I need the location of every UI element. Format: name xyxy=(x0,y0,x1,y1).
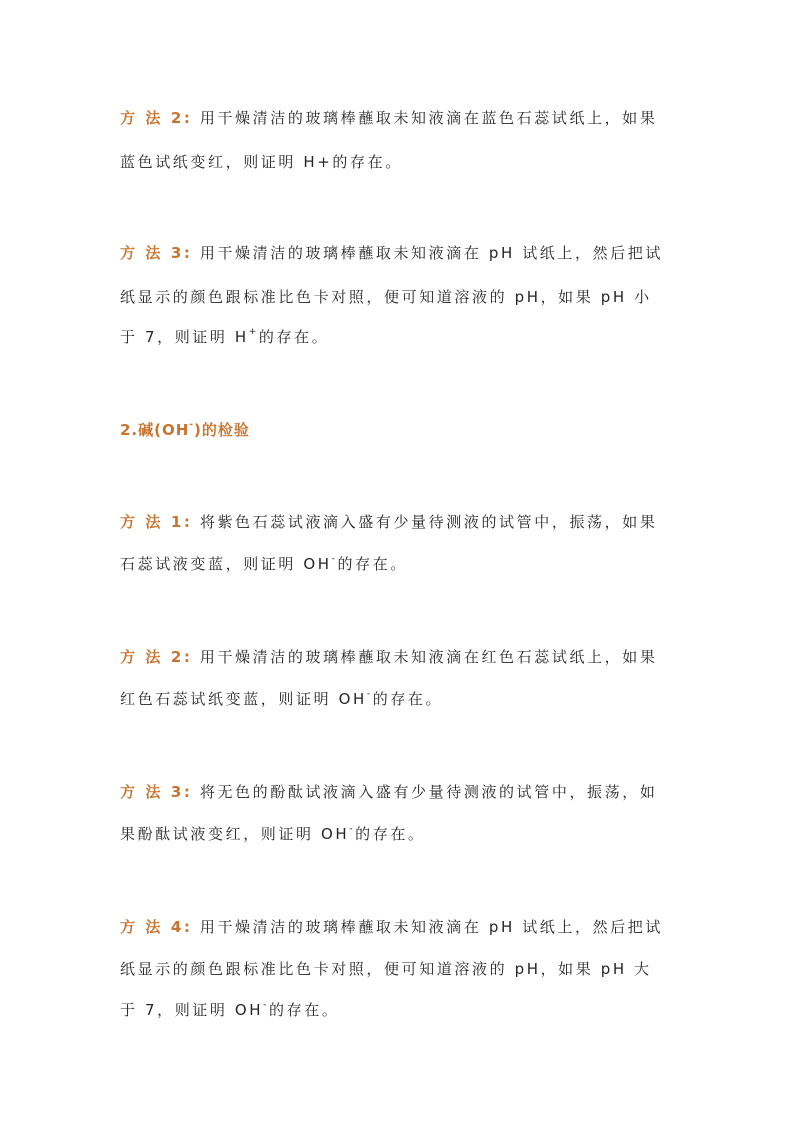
base-method-3-line-1 xyxy=(120,782,680,802)
base-method-4-line-1 xyxy=(120,917,680,937)
base-method-2-line-2 xyxy=(120,689,680,709)
method-label: 方 法 2: xyxy=(120,109,193,127)
method-text: 将无色的酚酞试液滴入盛有少量待测液的试管中，振荡，如 xyxy=(199,783,658,801)
superscript: - xyxy=(366,689,373,699)
method-text: 石蕊试液变蓝，则证明 OH xyxy=(120,555,332,573)
method-text: 用干燥清洁的玻璃棒蘸取未知液滴在 pH 试纸上，然后把试 xyxy=(199,244,663,262)
base-method-4-line-3 xyxy=(120,1000,680,1020)
method-text: 用干燥清洁的玻璃棒蘸取未知液滴在 pH 试纸上，然后把试 xyxy=(199,918,663,936)
acid-method-2-line-2 xyxy=(120,152,680,172)
method-text: 果酚酞试液变红，则证明 OH xyxy=(120,825,350,843)
method-text: 蓝色试纸变红，则证明 H+的存在。 xyxy=(120,153,403,171)
method-text: 纸显示的颜色跟标准比色卡对照，便可知道溶液的 pH，如果 pH 小 xyxy=(120,288,652,306)
superscript: + xyxy=(248,327,259,337)
method-label: 方 法 3: xyxy=(120,783,193,801)
method-text: 于 7，则证明 OH xyxy=(120,1001,264,1019)
heading-text: 2.碱(OH xyxy=(120,421,190,439)
method-text: 红色石蕊试纸变蓝，则证明 OH xyxy=(120,690,367,708)
base-method-1-line-1 xyxy=(120,512,680,532)
method-text: 于 7，则证明 H xyxy=(120,328,249,346)
method-text: 用干燥清洁的玻璃棒蘸取未知液滴在红色石蕊试纸上，如果 xyxy=(199,648,658,666)
base-method-3-line-2 xyxy=(120,824,680,844)
acid-method-2-line-1 xyxy=(120,108,680,128)
superscript: - xyxy=(189,420,195,430)
superscript: - xyxy=(331,554,338,564)
section-heading xyxy=(120,420,680,440)
acid-method-3-line-3 xyxy=(120,327,680,347)
method-text: 将紫色石蕊试液滴入盛有少量待测液的试管中，振荡，如果 xyxy=(199,513,658,531)
acid-method-3-line-1 xyxy=(120,243,680,263)
method-text: 纸显示的颜色跟标准比色卡对照，便可知道溶液的 pH，如果 pH 大 xyxy=(120,960,652,978)
method-label: 方 法 3: xyxy=(120,244,193,262)
method-text: 的存在。 xyxy=(337,555,408,573)
method-text: 的存在。 xyxy=(269,1001,340,1019)
method-text: 的存在。 xyxy=(372,690,444,708)
superscript: - xyxy=(349,824,356,834)
base-method-4-line-2 xyxy=(120,959,680,979)
acid-method-3-line-2 xyxy=(120,287,680,307)
method-text: 用干燥清洁的玻璃棒蘸取未知液滴在蓝色石蕊试纸上，如果 xyxy=(199,109,658,127)
method-text: 的存在。 xyxy=(355,825,426,843)
heading-text: )的检验 xyxy=(194,421,250,439)
base-method-2-line-1 xyxy=(120,647,680,667)
method-text: 的存在。 xyxy=(258,328,330,346)
method-label: 方 法 4: xyxy=(120,918,193,936)
base-method-1-line-2 xyxy=(120,554,680,574)
method-label: 方 法 2: xyxy=(120,648,193,666)
superscript: - xyxy=(263,1000,270,1010)
method-label: 方 法 1: xyxy=(120,513,193,531)
